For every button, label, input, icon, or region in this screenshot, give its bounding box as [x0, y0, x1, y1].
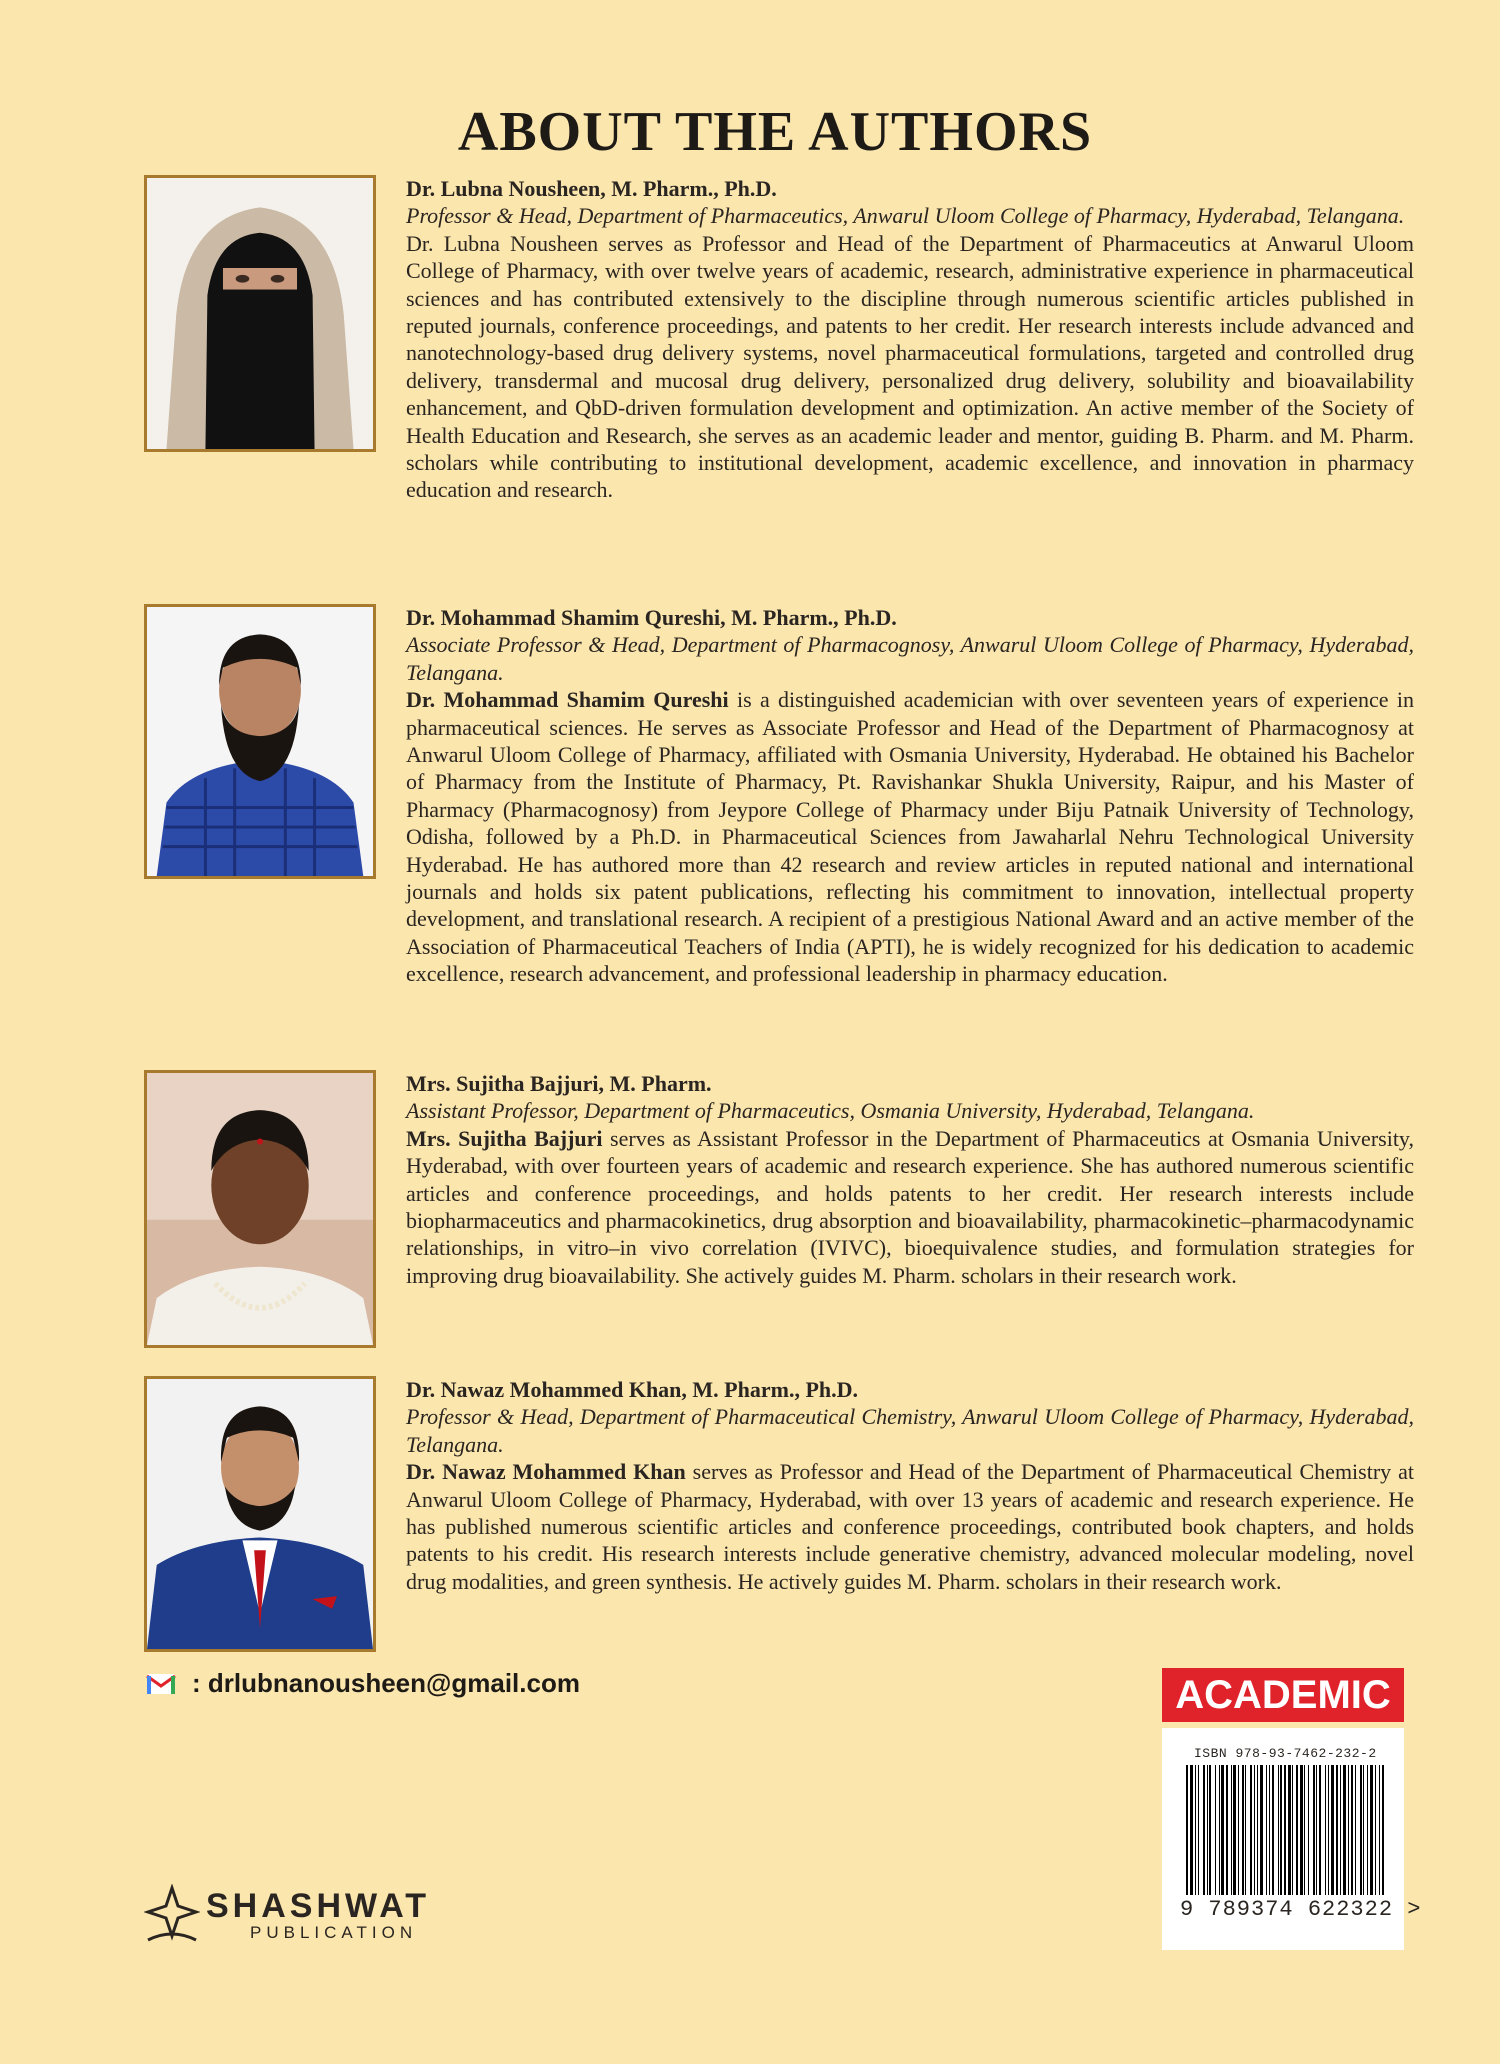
author-bio-body: serves as Professor and Head of the Department of Pharmaceutical Chemistry at Anwarul Uloom College of Pharmacy, Hyderabad, with over 13 years of academic and research experience. He has published numerous scientific articles and conference proceedings, contributed book chapters, and holds patents to his credit. His research interests include generative chemistry, advanced molecular modeling, novel drug modalities, and green synthesis. He actively guides M. Pharm. scholars in their research work.	[406, 1459, 1414, 1594]
author-bio	[406, 604, 1414, 988]
author-name: Dr. Nawaz Mohammed Khan, M. Pharm., Ph.D.	[406, 1377, 858, 1402]
author-bio-body: is a distinguished academician with over seventeen years of experience in pharmaceutical sciences. He serves as Associate Professor and Head of the Department of Pharmacognosy at Anwarul Uloom College of Pharmacy, affiliated with Osmania University, Hyderabad. He obtained his Bachelor of Pharmacy from the Institute of Pharmacy, Pt. Ravishankar Shukla University, Raipur, and his Master of Pharmacy (Pharmacognosy) from Jeypore College of Pharmacy under Biju Patnaik University of Technology, Odisha, followed by a Ph.D. in Pharmaceutical Sciences from Jawaharlal Nehru Technological University Hyderabad. He has authored more than 42 research and review articles in reputed national and international journals and holds six patent publications, reflecting his commitment to innovation, intellectual property development, and translational research. A recipient of a prestigious National Award and an active member of the Association of Pharmaceutical Teachers of India (APTI), he is widely recognized for his dedication to academic excellence, research advancement, and professional leadership in pharmacy education.	[406, 687, 1414, 987]
isbn-label: ISBN 978-93-7462-232-2	[1194, 1746, 1377, 1761]
gmail-icon	[146, 1672, 176, 1696]
author-bio-lead: Dr. Nawaz Mohammed Khan	[406, 1459, 686, 1485]
author-bio-text	[406, 1125, 1414, 1289]
author-role: Assistant Professor, Department of Pharmaceutics, Osmania University, Hyderabad, Telangana.	[406, 1098, 1255, 1124]
isbn-number: 9 789374 622322 >	[1180, 1897, 1422, 1922]
isbn-barcode	[1162, 1728, 1422, 1950]
author-bio	[406, 175, 1414, 504]
author-bio-body: Dr. Lubna Nousheen serves as Professor and Head of the Department of Pharmaceutics at Anwarul Uloom College of Pharmacy, with over twelve years of academic, research, administrative experience in pharmaceutical sciences and has contributed extensively to the discipline through numerous scientific articles published in reputed journals, conference proceedings, and patents to her credit. Her research interests include advanced and nanotechnology-based drug delivery systems, novel pharmaceutical formulations, targeted and controlled drug delivery, transdermal and mucosal drug delivery, personalized drug delivery, solubility and bioavailability enhancement, and QbD-driven formulation development and optimization. An active member of the Society of Health Education and Research, she serves as an academic leader and mentor, guiding B. Pharm. and M. Pharm. scholars while contributing to institutional development, academic excellence, and innovation in pharmacy education and research.	[406, 230, 1414, 503]
author-name: Mrs. Sujitha Bajjuri, M. Pharm.	[406, 1071, 712, 1096]
author-bio-text	[406, 230, 1414, 504]
author-name: Dr. Lubna Nousheen, M. Pharm., Ph.D.	[406, 176, 777, 201]
author-bio-lead: Mrs. Sujitha Bajjuri	[406, 1125, 603, 1151]
author-bio-text	[406, 1458, 1414, 1595]
publisher-logo	[144, 1884, 430, 1948]
barcode-bars	[1180, 1765, 1394, 1895]
author-bio	[406, 1376, 1414, 1595]
author-role: Professor & Head, Department of Pharmaceutical Chemistry, Anwarul Uloom College of Pharmacy, Hyderabad, Telangana.	[406, 1404, 1414, 1457]
page-title: ABOUT THE AUTHORS	[457, 101, 1093, 163]
author-photo	[144, 604, 376, 879]
author-role: Associate Professor & Head, Department of Pharmacognosy, Anwarul Uloom College of Pharmacy, Hyderabad, Telangana.	[406, 632, 1414, 685]
author-bio-body: serves as Assistant Professor in the Department of Pharmaceutics at Osmania University, Hyderabad, with over fourteen years of academic and research experience. She has authored numerous scientific articles and conference proceedings, and holds patents to her credit. Her research interests include biopharmaceutics and pharmacokinetics, drug absorption and bioavailability, pharmacokinetic–pharmacodynamic relationships, in vitro–in vivo correlation (IVIVC), bioequivalence studies, and formulation strategies for improving drug bioavailability. She actively guides M. Pharm. scholars in their research work.	[406, 1125, 1415, 1288]
author-bio	[406, 1070, 1414, 1289]
email-text: : drlubnanousheen@gmail.com	[192, 1668, 580, 1698]
author-bio-text	[406, 686, 1414, 987]
author-photo	[144, 175, 376, 452]
publisher-logo-icon	[144, 1884, 200, 1948]
author-photo	[144, 1070, 376, 1348]
author-bio-lead: Dr. Mohammad Shamim Qureshi	[406, 687, 729, 713]
contact-email[interactable]	[146, 1668, 580, 1699]
author-role: Professor & Head, Department of Pharmaceutics, Anwarul Uloom College of Pharmacy, Hyderabad, Telangana.	[406, 203, 1405, 229]
publisher-name: SHASHWAT	[206, 1887, 431, 1925]
author-photo	[144, 1376, 376, 1652]
academic-badge: ACADEMIC	[1162, 1668, 1404, 1722]
publisher-subtitle: PUBLICATION	[250, 1923, 418, 1942]
author-name: Dr. Mohammad Shamim Qureshi, M. Pharm., Ph.D.	[406, 605, 897, 630]
